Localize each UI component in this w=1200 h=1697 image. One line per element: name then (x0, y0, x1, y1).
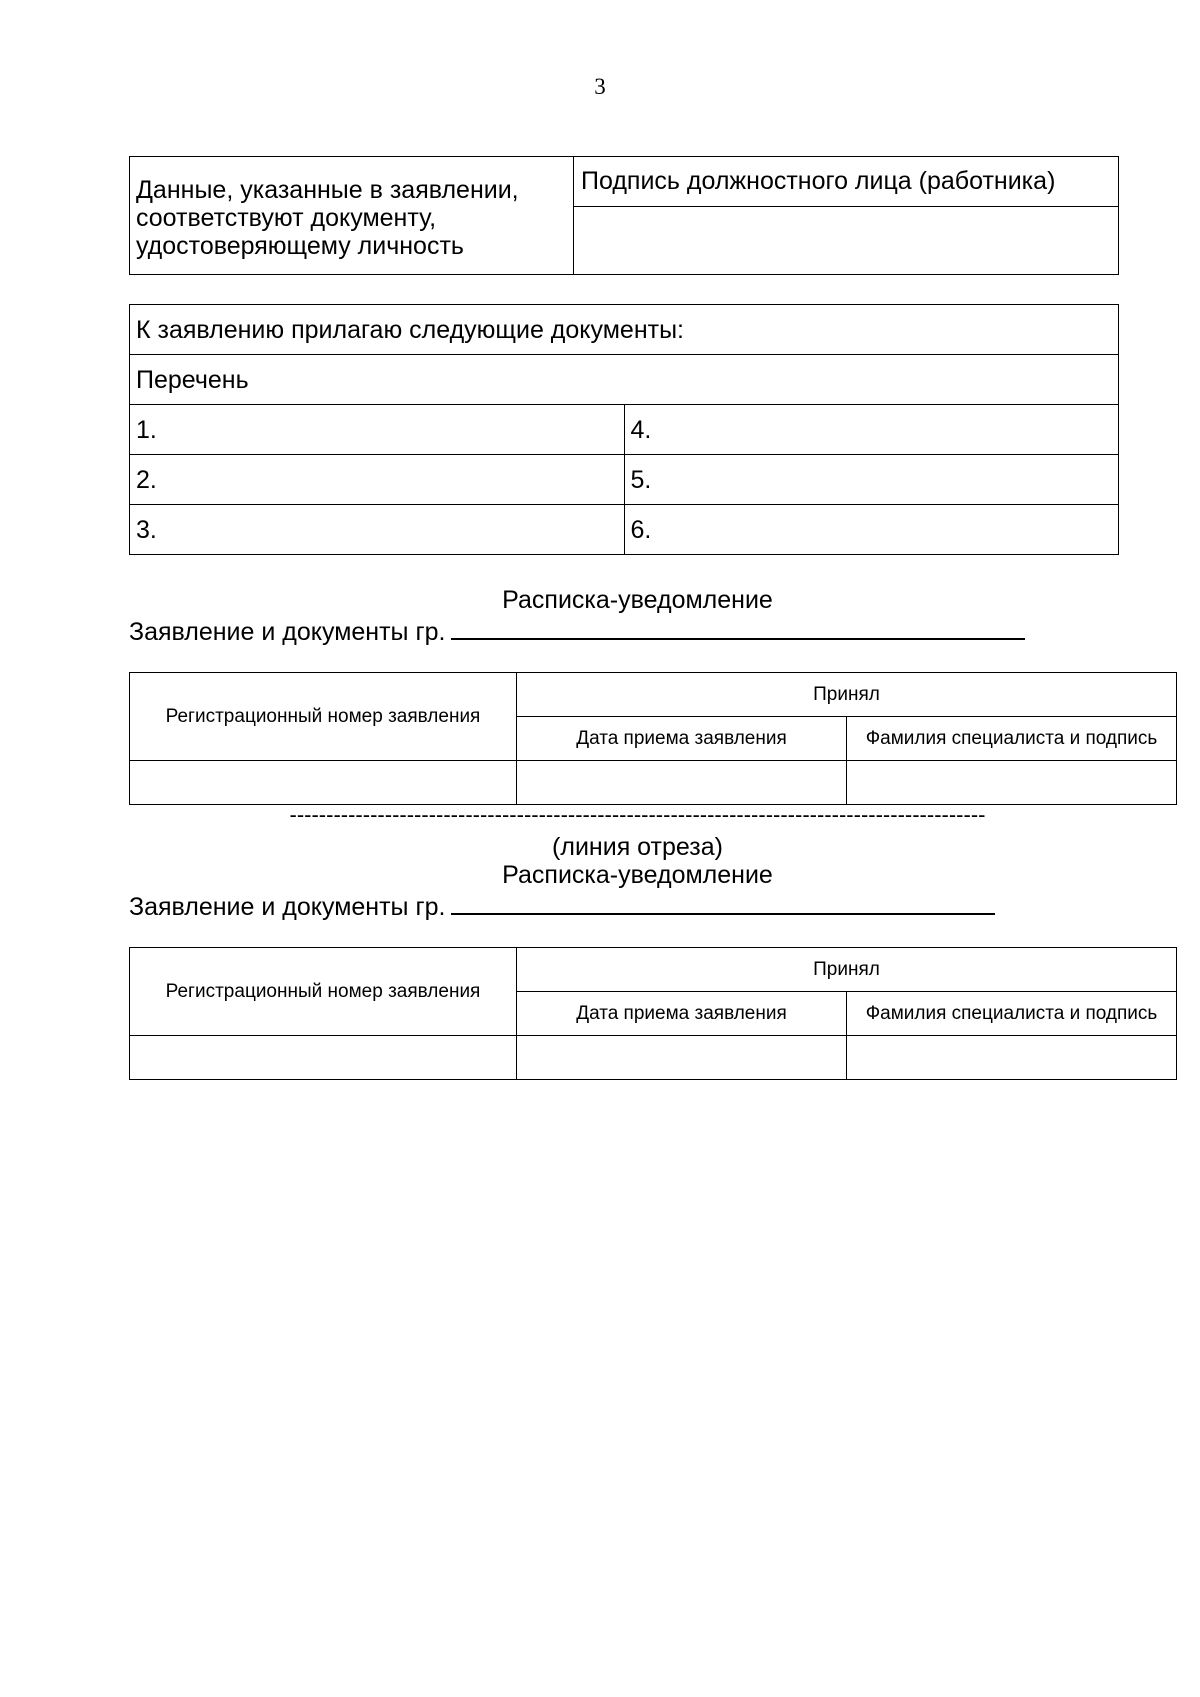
attached-documents-header: К заявлению прилагаю следующие документы: (130, 305, 1119, 355)
reg-number-label-2: Регистрационный номер заявления (130, 948, 517, 1036)
document-item-1[interactable]: 1. (130, 405, 625, 455)
submitted-line-2 (129, 889, 995, 922)
document-item-2[interactable]: 2. (130, 455, 625, 505)
document-item-5[interactable]: 5. (624, 455, 1119, 505)
receipt-table-2 (129, 947, 1177, 1080)
specialist-label-1: Фамилия специалиста и подпись (847, 717, 1177, 761)
submitted-prefix-1: Заявление и документы гр. (129, 618, 446, 646)
accepted-label-1: Принял (517, 673, 1177, 717)
reg-number-field-2[interactable] (130, 1036, 517, 1080)
date-label-2: Дата приема заявления (517, 992, 847, 1036)
accepted-label-2: Принял (517, 948, 1177, 992)
reg-number-label-1: Регистрационный номер заявления (130, 673, 517, 761)
specialist-label-2: Фамилия специалиста и подпись (847, 992, 1177, 1036)
receipt-title-2: Расписка-уведомление (502, 861, 773, 889)
signature-field[interactable] (574, 207, 1119, 275)
date-field-1[interactable] (517, 761, 847, 805)
documents-list-label: Перечень (130, 355, 1119, 405)
page-number: 3 (594, 74, 606, 99)
date-field-2[interactable] (517, 1036, 847, 1080)
submitted-prefix-2: Заявление и документы гр. (129, 893, 446, 921)
signature-label: Подпись должностного лица (работника) (574, 157, 1119, 207)
verification-text: Данные, указанные в заявлении, соответствуют документу, удостоверяющему личность (130, 157, 574, 275)
citizen-name-blank-2[interactable] (451, 889, 995, 915)
citizen-name-blank-1[interactable] (451, 614, 1025, 640)
cut-line: ----------------------------------------------------------------------------------------------- (289, 803, 986, 827)
cut-line-label: (линия отреза) (552, 833, 723, 861)
date-label-1: Дата приема заявления (517, 717, 847, 761)
document-item-4[interactable]: 4. (624, 405, 1119, 455)
specialist-field-2[interactable] (847, 1036, 1177, 1080)
document-item-3[interactable]: 3. (130, 505, 625, 555)
specialist-field-1[interactable] (847, 761, 1177, 805)
receipt-title-1: Расписка-уведомление (502, 586, 773, 614)
receipt-table-1 (129, 672, 1177, 805)
verification-table (129, 156, 1119, 275)
reg-number-field-1[interactable] (130, 761, 517, 805)
submitted-line-1 (129, 614, 1025, 647)
document-item-6[interactable]: 6. (624, 505, 1119, 555)
attached-documents-table (129, 304, 1119, 555)
